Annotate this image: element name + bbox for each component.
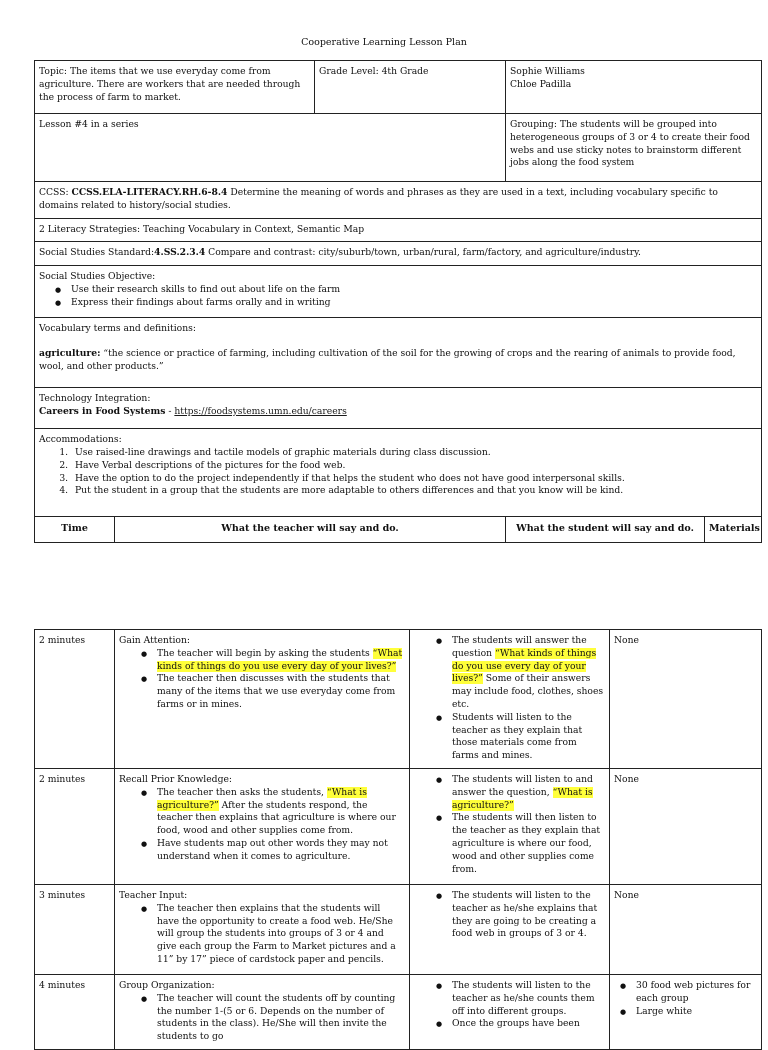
student-cell: ● The students will listen to the teacher as he/she explains that they are going to be creating a food web in groups of 3 or 4.	[410, 884, 610, 974]
topic-cell: Topic: The items that we use everyday come from agriculture. There are workers that are needed through the process of farm to market.	[35, 61, 315, 114]
materials-cell: None	[610, 884, 762, 974]
time-header: Time	[35, 517, 115, 543]
schedule-table	[34, 629, 762, 1050]
teacher-header: What the teacher will say and do.	[115, 517, 506, 543]
vocabulary-cell: Vocabulary terms and definitions: agriculture: “the science or practice of farming, including cultivation of the soil for the growing of crops and the rearing of animals to provide food, wool, and other products.”	[35, 318, 762, 388]
ccss-cell: CCSS: CCSS.ELA-LITERACY.RH.6-8.4 Determine the meaning of words and phrases as they are used in a text, including vocabulary specific to domains related to history/social studies.	[35, 182, 762, 219]
student-header: What the student will say and do.	[506, 517, 705, 543]
materials-header: Materials	[705, 517, 762, 543]
lesson-number-cell: Lesson #4 in a series	[35, 114, 506, 182]
accommodation-item: 2. Have Verbal descriptions of the pictures for the food web.	[71, 460, 757, 473]
teacher-cell: Gain Attention: ● The teacher will begin by asking the students “What kinds of things do you use every day of your lives?” ● The teacher then discusses with the students that many of the items that we use everyday come from farms or in mines.	[115, 630, 410, 769]
accommodation-item: 3. Have the option to do the project independently if that helps the student who does not have good interpersonal skills.	[71, 473, 757, 486]
materials-cell: None	[610, 630, 762, 769]
careers-link[interactable]: https://foodsystems.umn.edu/careers	[174, 405, 347, 417]
student-cell: ● The students will listen to and answer the question, “What is agriculture?” ● The students will then listen to the teacher as they explain that agriculture is where our food, wood and other supplies come from.	[410, 768, 610, 884]
teacher-cell: Recall Prior Knowledge: ● The teacher then asks the students, “What is agriculture?” After the students respond, the teacher then explains that agriculture is where our food, wood and other supplies come from. ● Have students map out other words they may not understand when it comes to agriculture.	[115, 768, 410, 884]
student-cell: ● The students will answer the question “What kinds of things do you use every day of your lives?” Some of their answers may include food, clothes, shoes etc. ● Students will listen to the teacher as they explain that those materials come from farms and mines.	[410, 630, 610, 769]
time-cell: 2 minutes	[35, 768, 115, 884]
table-row	[35, 884, 762, 974]
technology-integration-cell: Technology Integration: Careers in Food Systems - https://foodsystems.umn.edu/careers	[35, 388, 762, 429]
time-cell: 4 minutes	[35, 974, 115, 1049]
table-row	[35, 974, 762, 1049]
teacher-cell: Teacher Input: ● The teacher then explains that the students will have the opportunity to create a food web. He/She will group the students into groups of 3 or 4 and give each group the Farm to Market pictures and a 11” by 17” piece of cardstock paper and pencils.	[115, 884, 410, 974]
accommodations-cell: Accommodations: 1. Use raised-line drawings and tactile models of graphic materials during class discussion. 2. Have Verbal descriptions of the pictures for the food web. 3. Have the option to do the project independently if that helps the student who does not have good interpersonal skills. 4. Put the student in a group that the students are more adaptable to others differences and that you know will be kind.	[35, 429, 762, 517]
time-cell: 3 minutes	[35, 884, 115, 974]
grouping-cell: Grouping: The students will be grouped into heterogeneous groups of 3 or 4 to create their food webs and use sticky notes to brainstorm different jobs along the food system	[506, 114, 762, 182]
lesson-info-table	[34, 60, 762, 543]
grade-level-cell: Grade Level: 4th Grade	[315, 61, 506, 114]
social-studies-standard-cell: Social Studies Standard:4.SS.2.3.4 Compare and contrast: city/suburb/town, urban/rural, farm/factory, and agriculture/industry.	[35, 242, 762, 266]
table-row	[35, 630, 762, 769]
objective-item: ● Use their research skills to find out about life on the farm	[71, 284, 757, 297]
materials-cell: ● 30 food web pictures for each group ● Large white	[610, 974, 762, 1049]
student-cell: ● The students will listen to the teacher as he/she counts them off into different groups. ● Once the groups have been	[410, 974, 610, 1049]
time-cell: 2 minutes	[35, 630, 115, 769]
table-row	[35, 768, 762, 884]
accommodation-item: 4. Put the student in a group that the students are more adaptable to others differences and that you know will be kind.	[71, 485, 757, 498]
document-title: Cooperative Learning Lesson Plan	[301, 37, 467, 48]
authors-cell: Sophie Williams Chloe Padilla	[506, 61, 762, 114]
social-studies-objective-cell: Social Studies Objective: ● Use their research skills to find out about life on the farm ● Express their findings about farms orally and in writing	[35, 266, 762, 318]
objective-item: ● Express their findings about farms orally and in writing	[71, 297, 757, 310]
literacy-strategies-cell: 2 Literacy Strategies: Teaching Vocabulary in Context, Semantic Map	[35, 218, 762, 242]
materials-cell: None	[610, 768, 762, 884]
teacher-cell: Group Organization: ● The teacher will count the students off by counting the number 1-(5 or 6. Depends on the number of students in the class). He/She will then invite the students to go	[115, 974, 410, 1049]
accommodation-item: 1. Use raised-line drawings and tactile models of graphic materials during class discussion.	[71, 447, 757, 460]
